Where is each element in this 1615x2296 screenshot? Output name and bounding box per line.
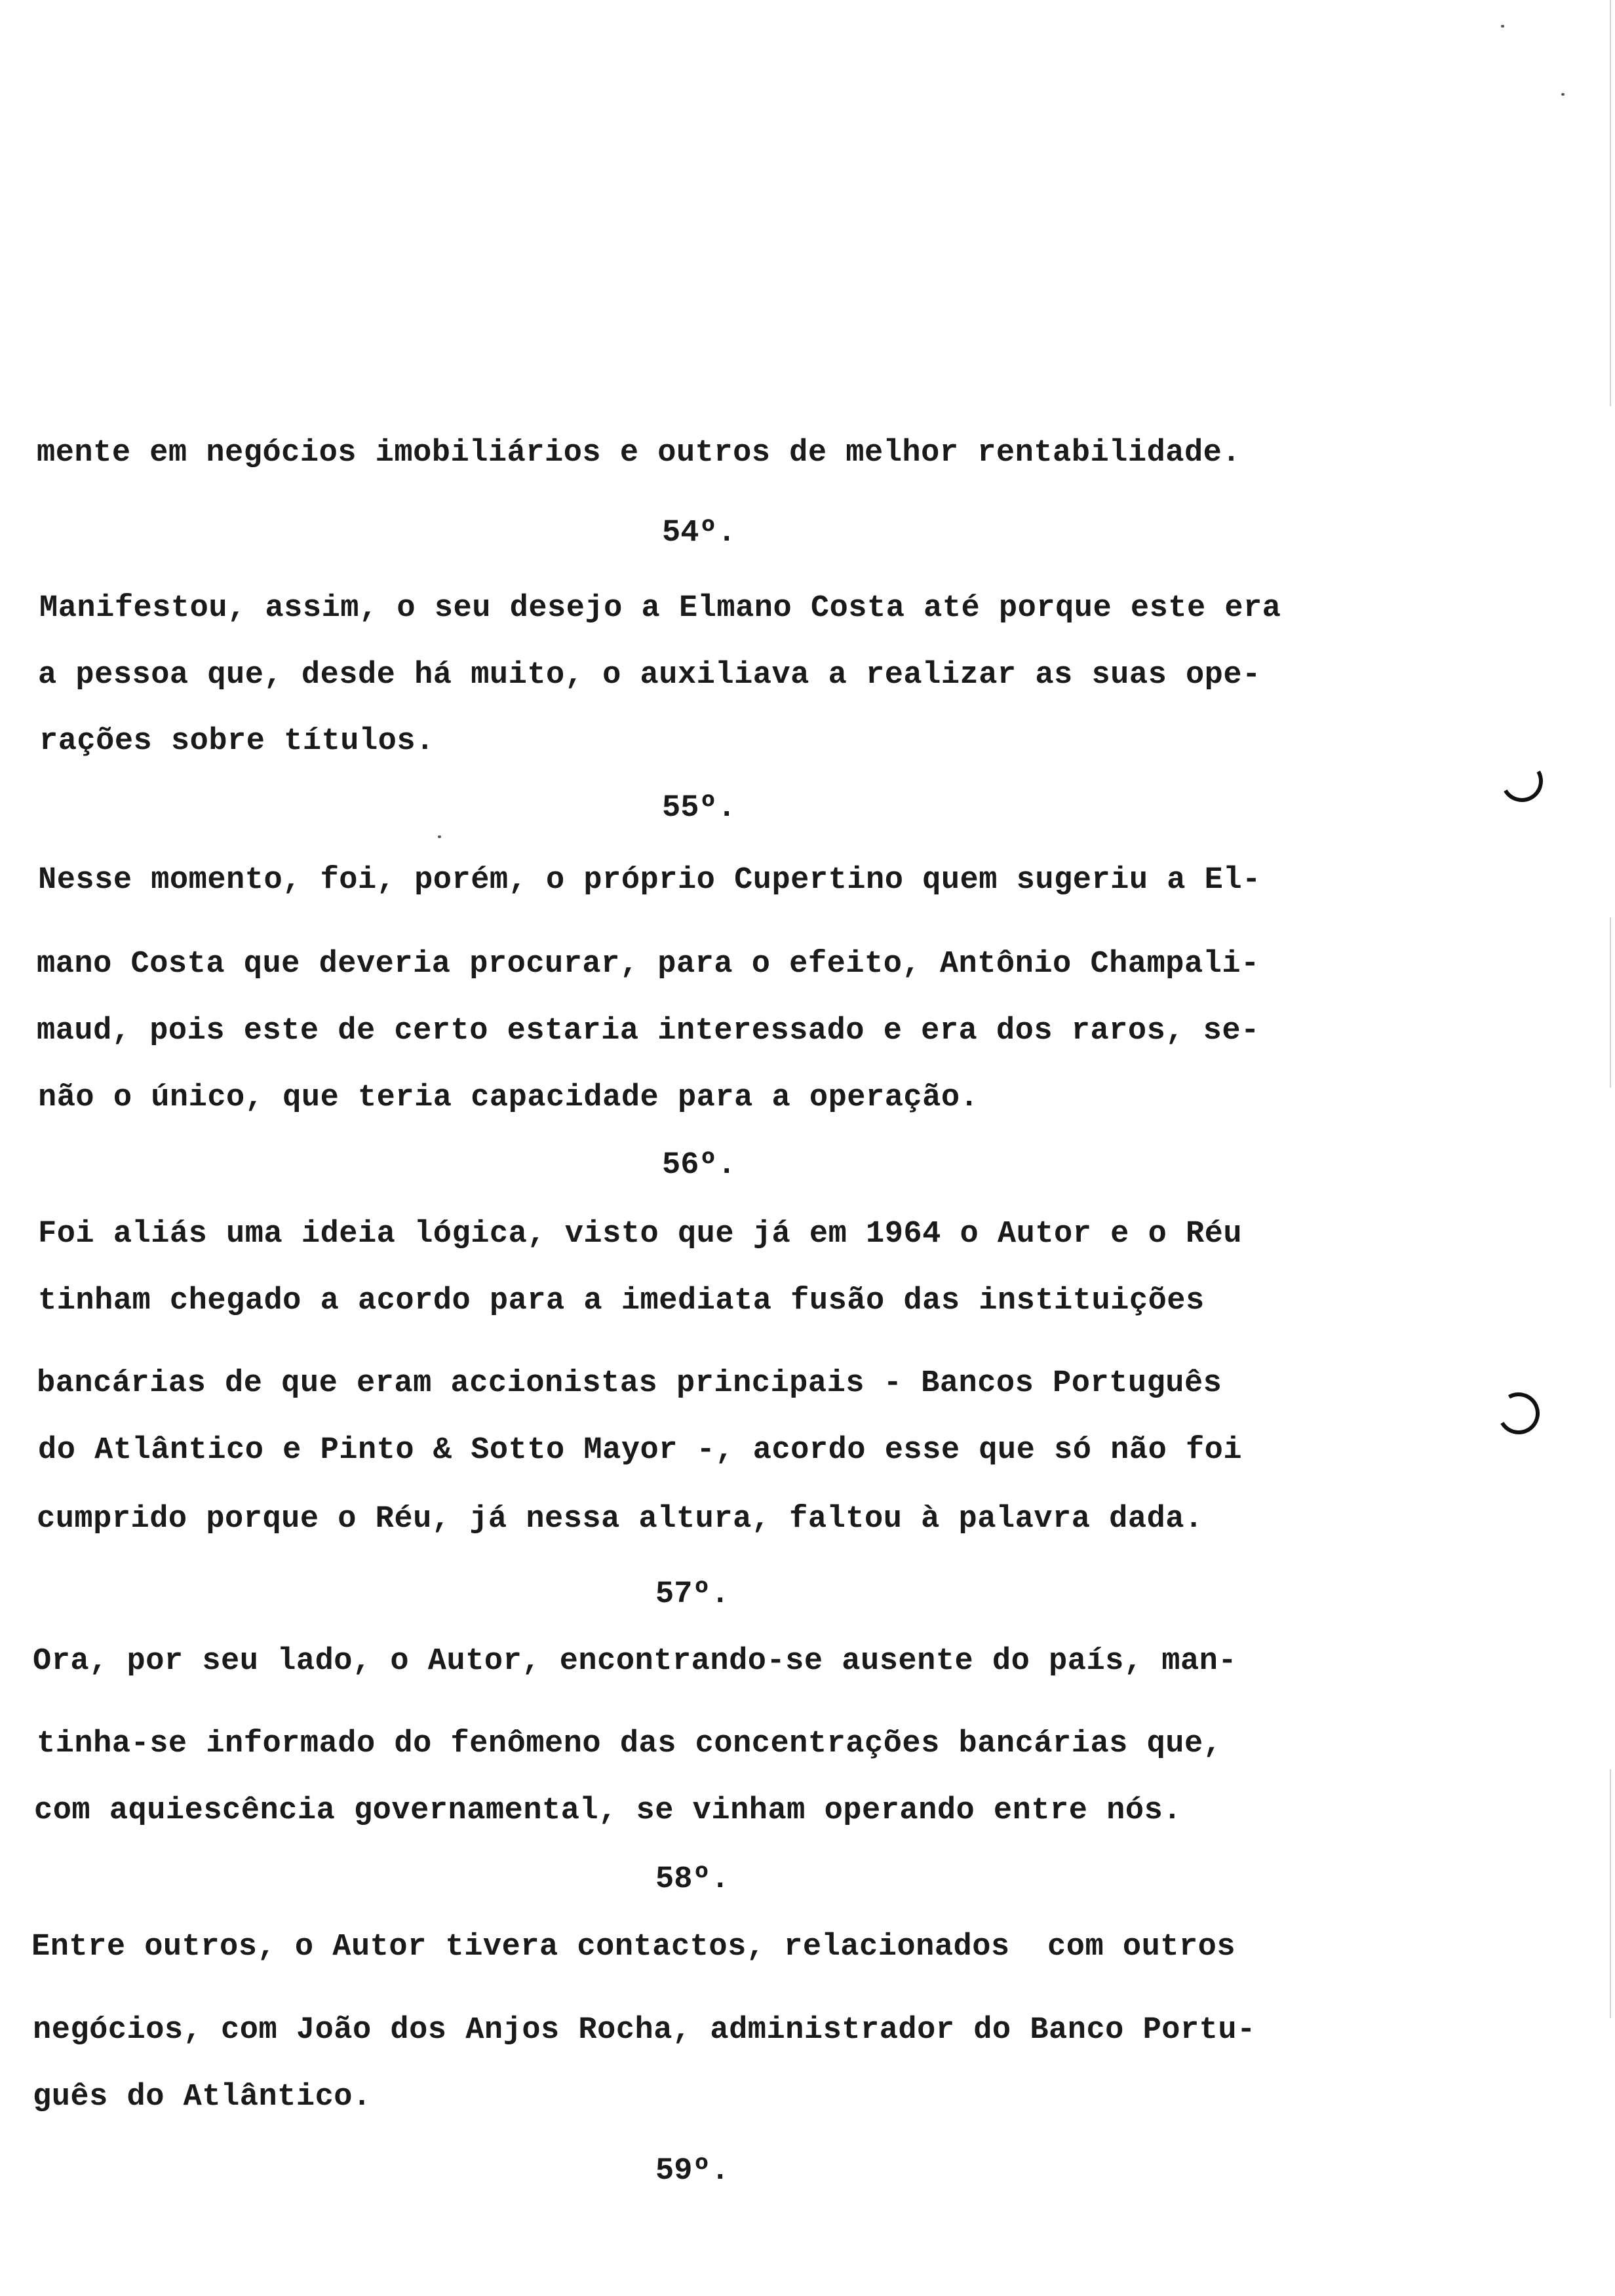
punch-hole-mark xyxy=(1496,756,1547,807)
text-line: mano Costa que deveria procurar, para o efeito, Antônio Champali- xyxy=(37,947,1260,982)
text-line: Nesse momento, foi, porém, o próprio Cupertino quem sugeriu a El- xyxy=(38,863,1261,898)
text-line: tinham chegado a acordo para a imediata fusão das instituições xyxy=(38,1284,1205,1318)
punch-hole-mark xyxy=(1493,1388,1544,1439)
text-line: maud, pois este de certo estaria interessado e era dos raros, se- xyxy=(37,1014,1260,1048)
scan-speck xyxy=(438,835,441,838)
text-line: negócios, com João dos Anjos Rocha, administrador do Banco Portu- xyxy=(33,2013,1256,2048)
text-line: guês do Atlântico. xyxy=(33,2080,372,2114)
scan-speck xyxy=(1501,25,1504,28)
text-line: Ora, por seu lado, o Autor, encontrando-se ausente do país, man- xyxy=(33,1644,1237,1679)
text-line: Entre outros, o Autor tivera contactos, relacionados com outros xyxy=(31,1930,1236,1964)
scan-edge-line xyxy=(1610,0,1611,406)
text-line: Manifestou, assim, o seu desejo a Elmano Costa até porque este era xyxy=(39,591,1281,626)
scan-speck xyxy=(1561,93,1565,96)
text-line: a pessoa que, desde há muito, o auxiliava a realizar as suas ope- xyxy=(38,658,1261,693)
text-line: do Atlântico e Pinto & Sotto Mayor -, acordo esse que só não foi xyxy=(38,1433,1243,1468)
scan-edge-line xyxy=(1610,917,1611,1088)
text-line: não o único, que teria capacidade para a operação. xyxy=(38,1081,979,1115)
text-line: Foi aliás uma ideia lógica, visto que já em 1964 o Autor e o Réu xyxy=(38,1217,1243,1252)
scan-edge-line xyxy=(1610,1769,1611,2018)
text-line: bancárias de que eram accionistas principais - Bancos Português xyxy=(37,1366,1222,1401)
text-line: tinha-se informado do fenômeno das concentrações bancárias que, xyxy=(37,1727,1222,1761)
text-line: mente em negócios imobiliários e outros de melhor rentabilidade. xyxy=(37,436,1241,470)
article-number: 56º. xyxy=(662,1148,736,1183)
article-number: 55º. xyxy=(662,791,736,826)
text-line: cumprido porque o Réu, já nessa altura, faltou à palavra dada. xyxy=(37,1502,1203,1537)
article-number: 59º. xyxy=(655,2154,730,2189)
text-line: com aquiescência governamental, se vinham operando entre nós. xyxy=(34,1793,1182,1828)
article-number: 58º. xyxy=(655,1862,730,1897)
article-number: 54º. xyxy=(662,516,736,550)
article-number: 57º. xyxy=(655,1577,730,1612)
text-line: rações sobre títulos. xyxy=(39,724,435,759)
